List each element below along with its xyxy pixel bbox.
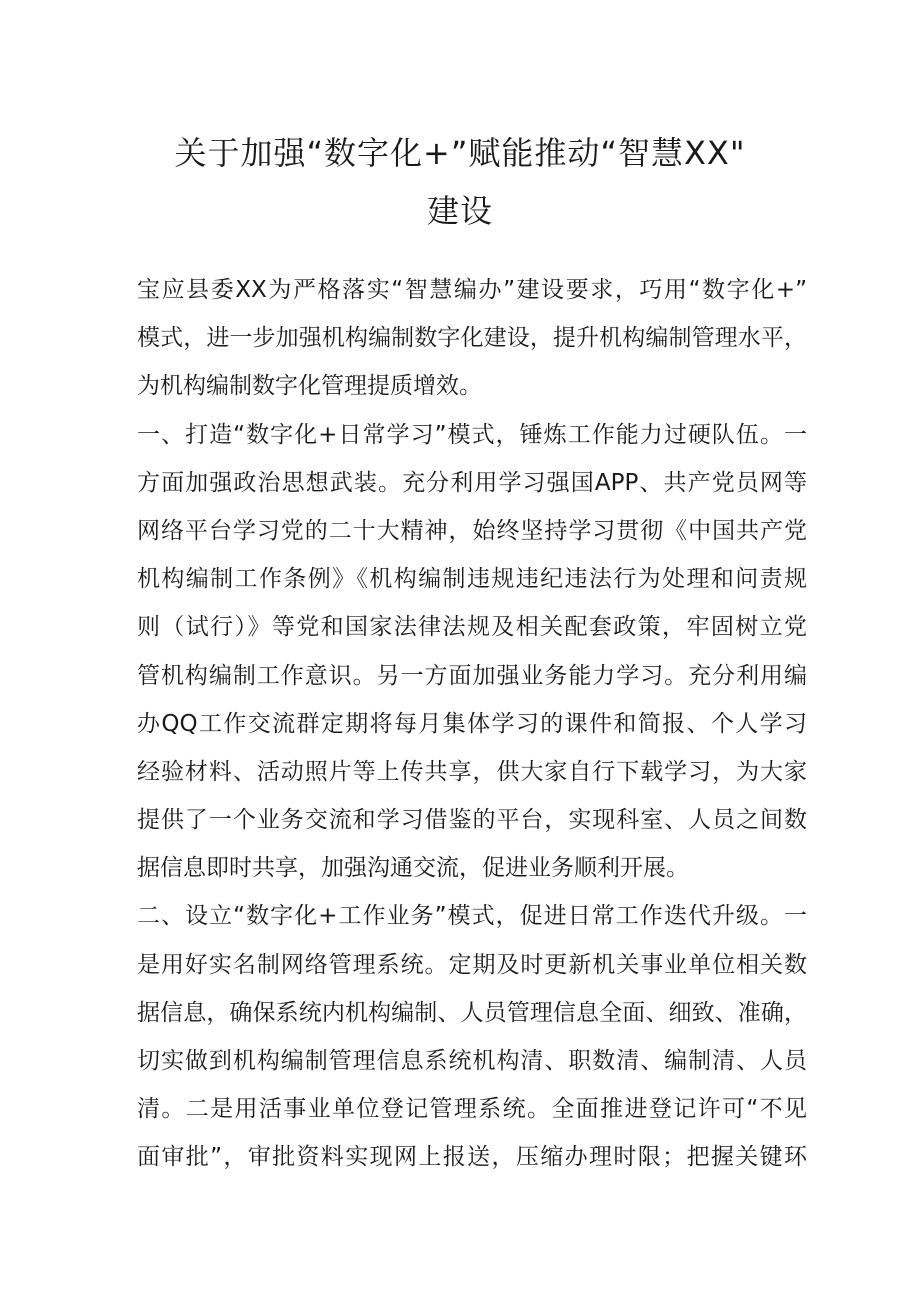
body-line: 切实做到机构编制管理信息系统机构清、职数清、编制清、人员 <box>137 1048 807 1074</box>
body-line: 办QQ工作交流群定期将每月集体学习的课件和简报、个人学习 <box>137 710 807 737</box>
body-line: 为机构编制数字化管理提质增效。 <box>137 373 482 400</box>
body-line: 经验材料、活动照片等上传共享，供大家自行下载学习，为大家 <box>137 758 807 785</box>
document-title-line-2: 建设 <box>426 192 493 230</box>
body-line: 清。二是用活事业单位登记管理系统。全面推进登记许可“不见 <box>137 1096 807 1123</box>
body-line: 据信息即时共享，加强沟通交流，促进业务顺利开展。 <box>137 855 689 882</box>
body-line: 面审批”，审批资料实现网上报送，压缩办理时限；把握关键环 <box>137 1144 807 1171</box>
document-body <box>137 266 807 1182</box>
body-line: 一、打造“数字化+日常学习”模式，锤炼工作能力过硬队伍。一 <box>137 421 807 448</box>
body-line: 模式，进一步加强机构编制数字化建设，提升机构编制管理水平， <box>137 325 807 352</box>
body-line: 是用好实名制网络管理系统。定期及时更新机关事业单位相关数 <box>137 951 807 978</box>
body-line: 网络平台学习党的二十大精神，始终坚持学习贯彻《中国共产党 <box>137 517 807 544</box>
body-line: 据信息，确保系统内机构编制、人员管理信息全面、细致、准确， <box>137 999 807 1026</box>
body-line: 则（试行）》等党和国家法律法规及相关配套政策，牢固树立党 <box>137 614 807 641</box>
body-line: 方面加强政治思想武装。充分利用学习强国APP、共产党员网等 <box>137 469 807 496</box>
body-line: 管机构编制工作意识。另一方面加强业务能力学习。充分利用编 <box>137 662 807 689</box>
body-line: 提供了一个业务交流和学习借鉴的平台，实现科室、人员之间数 <box>137 807 807 834</box>
document-title-line-1: 关于加强“数字化+”赋能推动“智慧XX" <box>174 134 746 172</box>
body-line: 宝应县委XX为严格落实“智慧编办”建设要求，巧用“数字化+” <box>137 277 807 303</box>
body-line: 机构编制工作条例》《机构编制违规违纪违法行为处理和问责规 <box>137 566 807 593</box>
body-line: 二、设立“数字化+工作业务”模式，促进日常工作迭代升级。一 <box>137 903 807 930</box>
